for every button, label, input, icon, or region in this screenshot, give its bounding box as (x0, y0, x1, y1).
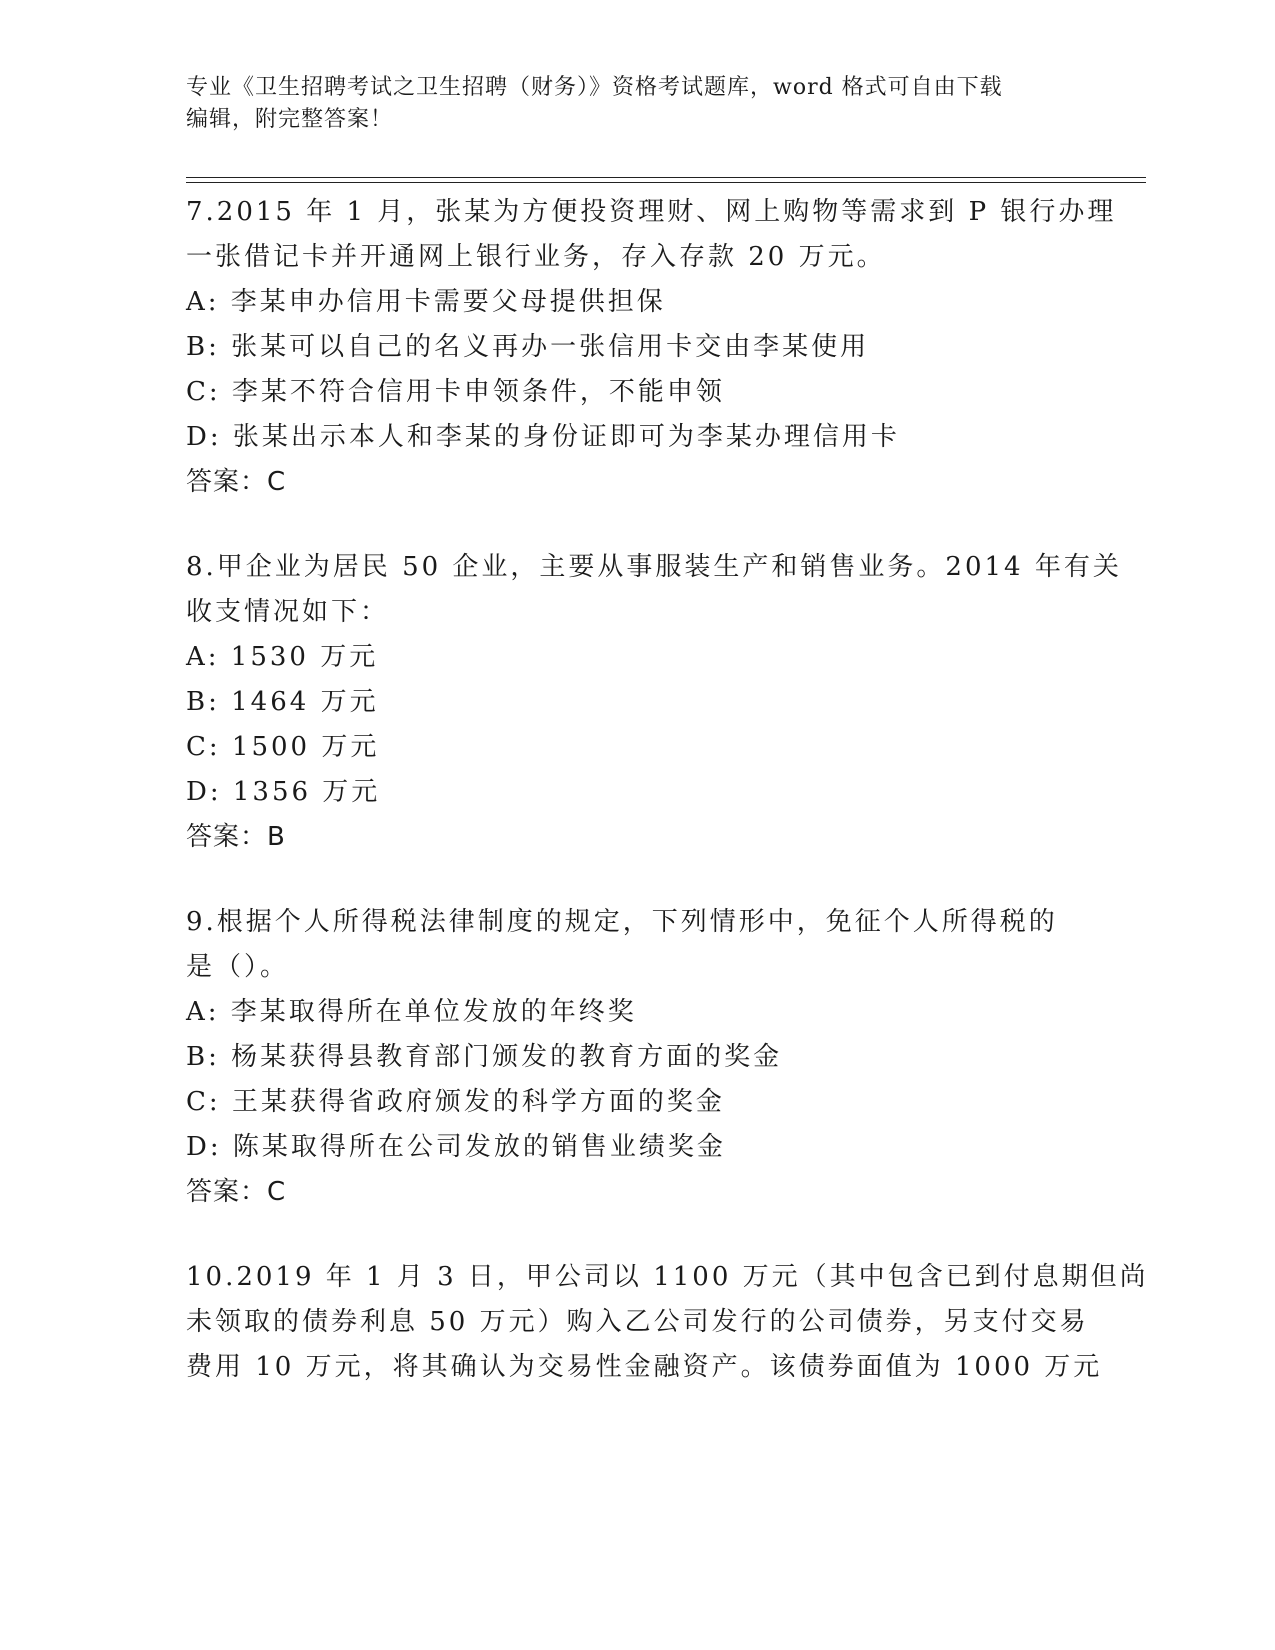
answer: 答案：C (186, 467, 287, 497)
option-b: B: 杨某获得县教育部门颁发的教育方面的奖金 (186, 1042, 783, 1072)
question-stem-line: 10.2019 年 1 月 3 日，甲公司以 1100 万元（其中包含已到付息期但尚 (186, 1262, 1149, 1292)
document-header (186, 72, 1066, 136)
option-d: D: 1356 万元 (186, 777, 381, 807)
question-stem-line: 收支情况如下： (186, 597, 390, 627)
question-8 (186, 545, 1122, 860)
answer: 答案：B (186, 822, 286, 852)
header-line-1: 专业《卫生招聘考试之卫生招聘（财务）》资格考试题库，word 格式可自由下载 (186, 75, 1003, 100)
question-stem-line: 费用 10 万元，将其确认为交易性金融资产。该债券面值为 1000 万元 (186, 1352, 1103, 1382)
question-list (186, 190, 1149, 1430)
header-line-2: 编辑，附完整答案！ (186, 107, 394, 132)
question-stem-line: 7.2015 年 1 月，张某为方便投资理财、网上购物等需求到 P 银行办理 (186, 197, 1117, 227)
question-stem-line: 未领取的债券利息 50 万元）购入乙公司发行的公司债券，另支付交易 (186, 1307, 1089, 1337)
question-9 (186, 900, 1086, 1215)
header-divider-top (186, 177, 1146, 178)
question-stem-line: 一张借记卡并开通网上银行业务，存入存款 20 万元。 (186, 242, 886, 272)
option-b: B: 1464 万元 (186, 687, 379, 717)
question-stem-line: 9.根据个人所得税法律制度的规定，下列情形中，免征个人所得税的 (186, 907, 1058, 937)
question-stem-line: 8.甲企业为居民 50 企业，主要从事服装生产和销售业务。2014 年有关 (186, 552, 1122, 582)
question-stem-line: 是（）。 (186, 952, 290, 982)
header-divider-bottom (186, 182, 1146, 183)
option-a: A: 1530 万元 (186, 642, 379, 672)
option-c: C: 王某获得省政府颁发的科学方面的奖金 (186, 1087, 725, 1117)
question-10 (186, 1255, 1149, 1390)
question-7 (186, 190, 1117, 505)
option-d: D: 陈某取得所在公司发放的销售业绩奖金 (186, 1132, 726, 1162)
option-b: B: 张某可以自己的名义再办一张信用卡交由李某使用 (186, 332, 870, 362)
option-a: A: 李某取得所在单位发放的年终奖 (186, 997, 637, 1027)
option-c: C: 李某不符合信用卡申领条件，不能申领 (186, 377, 725, 407)
option-d: D: 张某出示本人和李某的身份证即可为李某办理信用卡 (186, 422, 900, 452)
option-c: C: 1500 万元 (186, 732, 380, 762)
answer: 答案：C (186, 1177, 287, 1207)
option-a: A: 李某申办信用卡需要父母提供担保 (186, 287, 666, 317)
